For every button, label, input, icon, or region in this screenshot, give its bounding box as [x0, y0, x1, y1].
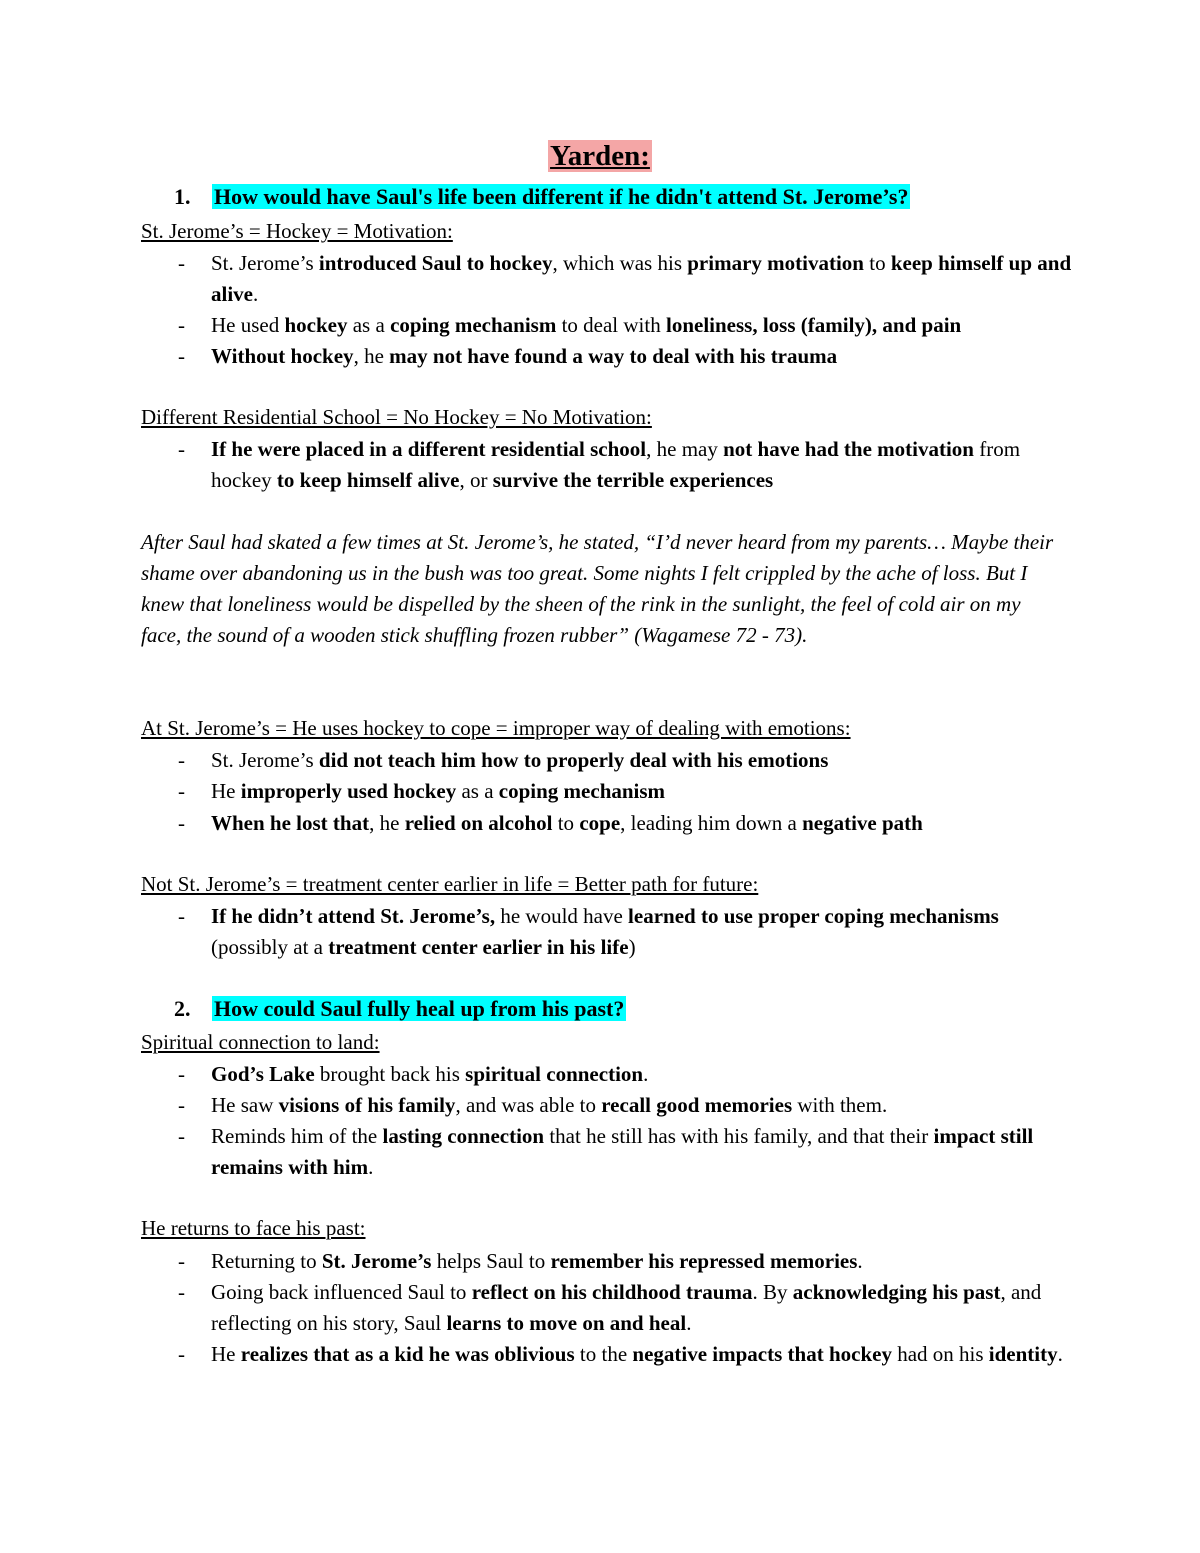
emphasis-text: treatment center earlier in his life	[328, 935, 629, 959]
bullet-text	[211, 1059, 1078, 1090]
block-quote	[141, 527, 1061, 651]
bullet-dash: -	[178, 1249, 185, 1273]
emphasis-text: to keep himself alive	[276, 468, 460, 492]
emphasis-text: When he lost that	[211, 811, 370, 835]
plain-text: to the	[574, 1342, 633, 1366]
emphasis-text: remember his repressed memories	[550, 1249, 858, 1273]
emphasis-text: keep himself up and alive	[211, 251, 1072, 306]
bullet-text	[211, 745, 1078, 776]
emphasis-text: reflect on his childhood trauma	[471, 1280, 753, 1304]
emphasis-text: impact still remains with him	[211, 1124, 1034, 1179]
bullet-dash: -	[178, 344, 185, 368]
bullet-item	[178, 1059, 1078, 1090]
section-heading: Not St. Jerome’s = treatment center earlier in life = Better path for future:	[141, 872, 759, 896]
emphasis-text: hockey	[284, 313, 348, 337]
section-heading: Different Residential School = No Hockey = No Motivation:	[141, 405, 652, 429]
plain-text: as a	[347, 313, 391, 337]
plain-text: as a	[456, 779, 499, 803]
bullet-text	[211, 1246, 1078, 1277]
plain-text: , and reflecting on his story, Saul	[211, 1280, 1042, 1335]
section-heading: Spiritual connection to land:	[141, 1030, 380, 1054]
emphasis-text: relied on alcohol	[404, 811, 553, 835]
bullet-dash: -	[178, 779, 185, 803]
emphasis-text: did not teach him how to properly deal with his emotions	[318, 748, 829, 772]
emphasis-text: If he didn’t attend St. Jerome’s,	[211, 904, 496, 928]
bullet-dash: -	[178, 251, 185, 275]
emphasis-text: recall good memories	[601, 1093, 793, 1117]
emphasis-text: learns to move on and heal	[446, 1311, 687, 1335]
plain-text: . By	[752, 1280, 793, 1304]
bullet-text	[211, 341, 1078, 372]
emphasis-text: acknowledging his past	[792, 1280, 1001, 1304]
question-2	[174, 996, 626, 1022]
question-1	[174, 184, 910, 210]
plain-text: to	[552, 811, 580, 835]
plain-text: , he	[369, 811, 405, 835]
plain-text: .	[253, 282, 259, 306]
plain-text: St. Jerome’s	[211, 251, 319, 275]
bullet-text	[211, 901, 1078, 963]
bullet-item	[178, 1246, 1078, 1277]
plain-text: He	[211, 1342, 241, 1366]
emphasis-text: St. Jerome’s	[321, 1249, 432, 1273]
plain-text: , or	[459, 468, 493, 492]
section-heading: At St. Jerome’s = He uses hockey to cope = improper way of dealing with emotions:	[141, 716, 851, 740]
bullet-dash: -	[178, 904, 185, 928]
plain-text: from hockey	[211, 437, 1021, 492]
bullet-text	[211, 248, 1078, 310]
plain-text: , he may	[646, 437, 724, 461]
bullet-text	[211, 1090, 1078, 1121]
emphasis-text: If he were placed in a different residential school	[211, 437, 647, 461]
bullet-item	[178, 1090, 1078, 1121]
plain-text: , and was able to	[455, 1093, 602, 1117]
plain-text: .	[1057, 1342, 1063, 1366]
emphasis-text: not have had the motivation	[723, 437, 974, 461]
bullet-dash: -	[178, 313, 185, 337]
plain-text: to	[863, 251, 891, 275]
question-number: 1.	[174, 184, 191, 209]
question-text: How would have Saul's life been different if he didn't attend St. Jerome’s?	[214, 184, 909, 209]
question-text: How could Saul fully heal up from his past?	[214, 996, 625, 1021]
bullet-item	[178, 434, 1078, 496]
emphasis-text: learned to use proper coping mechanisms	[628, 904, 999, 928]
question-number: 2.	[174, 996, 191, 1021]
emphasis-text: coping mechanism	[390, 313, 557, 337]
emphasis-text: improperly used hockey	[240, 779, 457, 803]
emphasis-text: negative impacts that hockey	[632, 1342, 892, 1366]
plain-text: .	[368, 1155, 374, 1179]
plain-text: He used	[211, 313, 285, 337]
bullet-dash: -	[178, 437, 185, 461]
bullet-dash: -	[178, 1124, 185, 1148]
bullet-item	[178, 1121, 1078, 1183]
bullet-item	[178, 1277, 1078, 1339]
bullet-item	[178, 341, 1078, 372]
bullet-dash: -	[178, 1280, 185, 1304]
emphasis-text: realizes that as a kid he was oblivious	[240, 1342, 575, 1366]
emphasis-text: God’s Lake	[211, 1062, 315, 1086]
plain-text: He saw	[211, 1093, 279, 1117]
bullet-dash: -	[178, 1093, 185, 1117]
plain-text: .	[686, 1311, 692, 1335]
plain-text: Reminds him of the	[211, 1124, 383, 1148]
emphasis-text: coping mechanism	[498, 779, 666, 803]
bullet-text	[211, 776, 1078, 807]
bullet-item	[178, 745, 1078, 776]
plain-text: )	[628, 935, 636, 959]
plain-text: (Wagamese 72 - 73)	[634, 623, 803, 647]
plain-text: , leading him down a	[620, 811, 803, 835]
bullet-text	[211, 1121, 1078, 1183]
emphasis-text: Without hockey	[211, 344, 354, 368]
plain-text: to deal with	[556, 313, 666, 337]
plain-text: with them.	[792, 1093, 888, 1117]
bullet-text	[211, 1339, 1078, 1370]
bullet-dash: -	[178, 748, 185, 772]
bullet-item	[178, 310, 1078, 341]
emphasis-text: identity	[988, 1342, 1058, 1366]
plain-text: that he still has with his family, and that their	[544, 1124, 934, 1148]
plain-text: He	[211, 779, 241, 803]
plain-text: Going back influenced Saul to	[211, 1280, 472, 1304]
bullet-text	[211, 808, 1078, 839]
bullet-item	[178, 248, 1078, 310]
plain-text: , which was his	[552, 251, 688, 275]
bullet-item	[178, 901, 1078, 963]
bullet-text	[211, 434, 1078, 496]
plain-text: .	[643, 1062, 649, 1086]
emphasis-text: may not have found a way to deal with his trauma	[389, 344, 838, 368]
emphasis-text: primary motivation	[687, 251, 864, 275]
emphasis-text: visions of his family	[278, 1093, 456, 1117]
page-title	[0, 140, 1200, 173]
plain-text: After Saul had skated a few times at St. Jerome’s, he stated, “I’d never heard from my parents… Maybe their shame over abandoning us in the bush was too great. Some nights I felt crippled by the ache of loss. But I knew that loneliness would be dispelled by the sheen of the rink in the sunlight, the feel of cold air on my face, the sound of a wooden stick shuffling frozen rubber”	[141, 530, 1054, 647]
plain-text: helps Saul to	[431, 1249, 551, 1273]
plain-text: he would have	[495, 904, 629, 928]
plain-text: brought back his	[314, 1062, 466, 1086]
emphasis-text: introduced Saul to hockey	[318, 251, 553, 275]
bullet-text	[211, 1277, 1078, 1339]
emphasis-text: survive the terrible experiences	[492, 468, 774, 492]
bullet-dash: -	[178, 1342, 185, 1366]
plain-text: .	[857, 1249, 863, 1273]
emphasis-text: spiritual connection	[465, 1062, 644, 1086]
plain-text: Returning to	[211, 1249, 322, 1273]
bullet-text	[211, 310, 1078, 341]
bullet-item	[178, 776, 1078, 807]
bullet-dash: -	[178, 1062, 185, 1086]
plain-text: (possibly at a	[211, 935, 329, 959]
title-text: Yarden:	[550, 140, 650, 172]
plain-text: had on his	[891, 1342, 989, 1366]
plain-text: .	[802, 623, 808, 647]
bullet-dash: -	[178, 811, 185, 835]
emphasis-text: negative path	[802, 811, 923, 835]
section-heading: St. Jerome’s = Hockey = Motivation:	[141, 219, 453, 243]
emphasis-text: lasting connection	[382, 1124, 545, 1148]
emphasis-text: loneliness, loss (family), and pain	[665, 313, 962, 337]
emphasis-text: cope	[579, 811, 621, 835]
plain-text: , he	[353, 344, 390, 368]
bullet-item	[178, 808, 1078, 839]
section-heading: He returns to face his past:	[141, 1216, 366, 1240]
bullet-item	[178, 1339, 1078, 1370]
plain-text: St. Jerome’s	[211, 748, 319, 772]
